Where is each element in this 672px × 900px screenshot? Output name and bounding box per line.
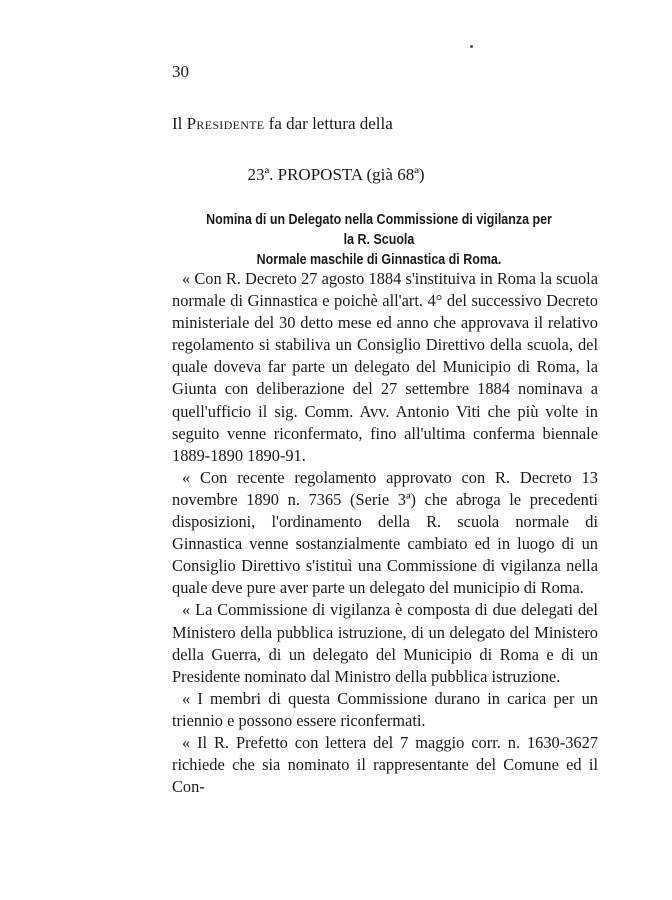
page-number: 30 <box>172 62 189 81</box>
intro-speaker: Presidente <box>186 114 265 133</box>
intro-after: fa dar lettura della <box>264 114 393 133</box>
subject-heading <box>199 210 558 270</box>
body-text <box>172 268 598 798</box>
proposal-heading: 23ª. PROPOSTA (già 68ª) <box>247 165 425 184</box>
subject-line-2: Normale maschile di Ginnastica di Roma. <box>256 252 502 268</box>
subject-line-1: Nomina di un Delegato nella Commissione di vigilanza per la R. Scuola <box>206 212 552 248</box>
paragraph: « Il R. Prefetto con lettera del 7 maggio corr. n. 1630-3627 richiede che sia nominato il rappresentante del Comune ed il Con- <box>172 732 598 797</box>
intro-line <box>172 114 393 134</box>
paragraph: « I membri di questa Commissione durano in carica per un triennio e possono essere riconfermati. <box>172 688 598 730</box>
paragraph: « La Commissione di vigilanza è composta di due delegati del Ministero della pubblica istruzione, di un delegato del Ministero della Guerra, di un delegato del Municipio di Roma e di un Presidente nominato dal Ministro della pubblica istruzione. <box>172 600 598 686</box>
intro-before: Il <box>172 114 187 133</box>
paragraph: « Con recente regolamento approvato con R. Decreto 13 novembre 1890 n. 7365 (Serie 3ª) che abroga le precedenti disposizioni, l'ordinamento della R. scuola normale di Ginnastica venne sostanzialmente cambiato ed in luogo di un Consiglio Direttivo s'istituì una Commissione di vigilanza nella quale deve pure aver parte un delegato del municipio di Roma. <box>172 467 598 598</box>
paragraph: « Con R. Decreto 27 agosto 1884 s'instituiva in Roma la scuola normale di Ginnastica e poichè all'art. 4° del successivo Decreto ministeriale del 30 detto mese ed anno che approvava il relativo regolamento si stabiliva un Consiglio Direttivo della scuola, del quale doveva far parte un delegato del Municipio di Roma, la Giunta con deliberazione del 27 settembre 1884 nominava a quell'ufficio il sig. Comm. Avv. Antonio Viti che più volte in seguito venne riconfermato, fino all'ultima conferma biennale 1889-1890 1890-91. <box>172 269 598 465</box>
stray-mark <box>470 45 473 48</box>
